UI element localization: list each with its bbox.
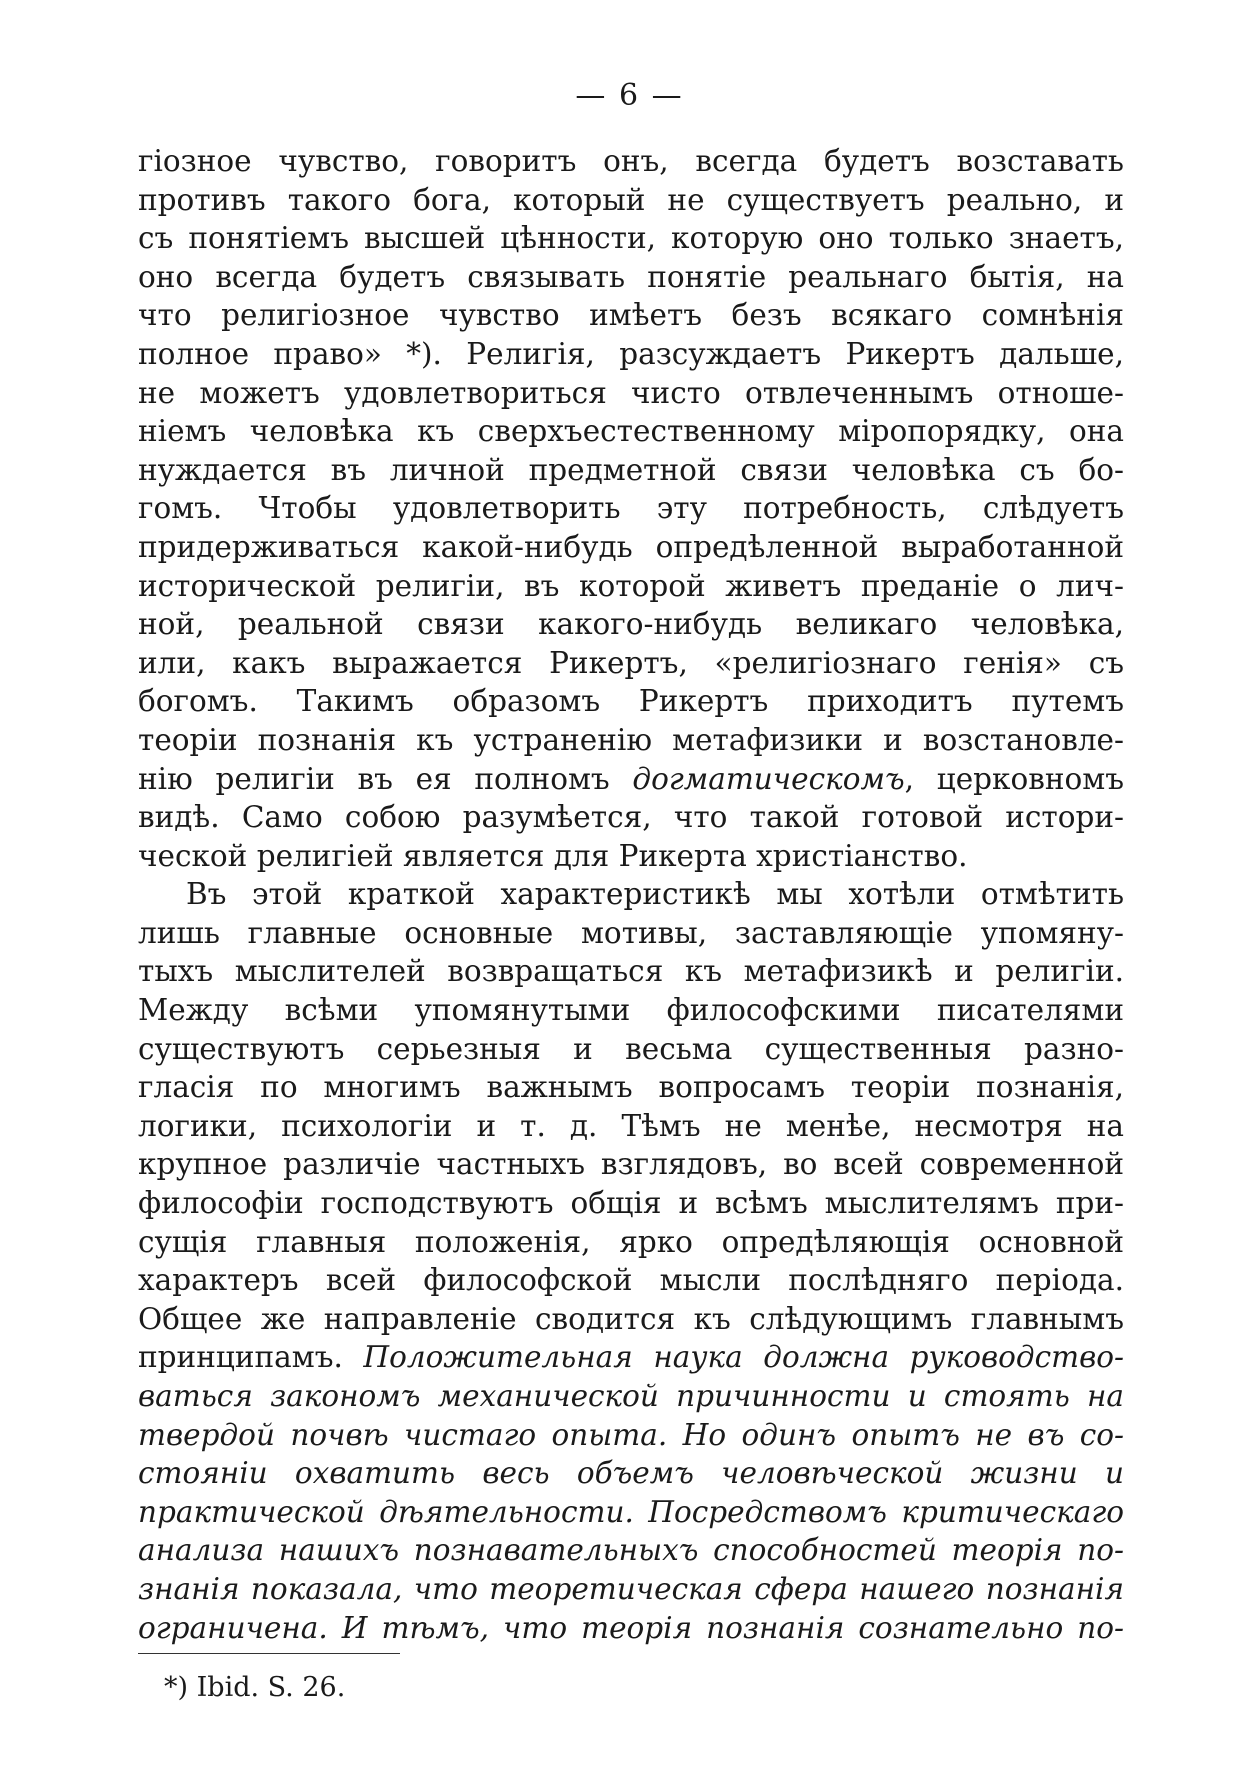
text-line: ческой религіей является для Рикерта христіанство.	[138, 838, 968, 873]
text-line: что религіозное чувство имѣетъ безъ всякаго сомнѣнія	[138, 298, 1124, 333]
text-line: гомъ. Чтобы удовлетворить эту потребность, слѣдуетъ	[138, 491, 1124, 526]
text-line: гласія по многимъ важнымъ вопросамъ теоріи познанія,	[138, 1070, 1124, 1105]
text-line: Общее же направленіе сводится къ слѣдующимъ главнымъ	[138, 1301, 1124, 1336]
text-line-mixed	[138, 1338, 1124, 1377]
italic-line: практической дѣятельности. Посредствомъ критическаго	[138, 1494, 1124, 1529]
text-line: исторической религіи, въ которой живетъ преданіе о лич-	[138, 568, 1124, 603]
text-line: оно всегда будетъ связывать понятіе реальнаго бытія, на	[138, 259, 1124, 294]
text-line: ніемъ человѣка къ сверхъестественному міропорядку, она	[138, 414, 1124, 449]
italic-line: анализа нашихъ познавательныхъ способностей теорія по-	[138, 1533, 1124, 1568]
text-line: гіозное чувство, говоритъ онъ, всегда будетъ возставать	[138, 144, 1124, 178]
text-line: полное право» *). Религія, разсуждаетъ Рикертъ дальше,	[138, 336, 1124, 371]
body-text	[138, 142, 1124, 1647]
text-line: тыхъ мыслителей возвращаться къ метафизикѣ и религіи.	[138, 954, 1124, 989]
italic-line: ограничена. И тѣмъ, что теорія познанія сознательно по-	[138, 1610, 1124, 1645]
text-line: съ понятіемъ высшей цѣнности, которую оно только знаетъ,	[138, 221, 1124, 256]
text-segment: нію религіи въ ея полномъ	[138, 761, 610, 796]
text-line: не можетъ удовлетвориться чисто отвлеченнымъ отноше-	[138, 375, 1124, 410]
italic-line: знанія показала, что теоретическая сфера нашего познанія	[138, 1571, 1124, 1606]
text-line: лишь главные основные мотивы, заставляющіе упомяну-	[138, 915, 1124, 950]
text-line: или, какъ выражается Рикертъ, «религіознаго генія» съ	[138, 645, 1124, 680]
text-line-mixed	[138, 760, 1124, 799]
text-line: логики, психологіи и т. д. Тѣмъ не менѣе, несмотря на	[138, 1108, 1124, 1143]
italic-segment: Положительная наука должна руководство-	[363, 1340, 1124, 1375]
paragraph-first-line: Въ этой краткой характеристикѣ мы хотѣли отмѣтить	[186, 877, 1124, 912]
footnote: *) Ibid. S. 26.	[164, 1672, 346, 1703]
text-line: видѣ. Само собою разумѣется, что такой готовой истори-	[138, 800, 1124, 835]
text-line: крупное различіе частныхъ взглядовъ, во всей современной	[138, 1147, 1124, 1182]
text-line: сущія главныя положенія, ярко опредѣляющія основной	[138, 1224, 1124, 1259]
text-line: характеръ всей философской мысли послѣдняго періода.	[138, 1263, 1124, 1298]
footnote-divider	[138, 1653, 400, 1654]
italic-term: догматическомъ	[632, 761, 905, 796]
italic-line: стояніи охватить весь объемъ человѣческой жизни и	[138, 1456, 1124, 1491]
text-line: нуждается въ личной предметной связи человѣка съ бо-	[138, 452, 1124, 487]
text-line: Между всѣми упомянутыми философскими писателями	[138, 993, 1124, 1028]
text-line: ной, реальной связи какого-нибудь великаго человѣка,	[138, 607, 1124, 642]
text-line: придерживаться какой-нибудь опредѣленной выработанной	[138, 529, 1124, 564]
page-number: — 6 —	[575, 78, 684, 113]
text-line: философіи господствуютъ общія и всѣмъ мыслителямъ при-	[138, 1186, 1124, 1221]
text-segment: принципамъ.	[138, 1340, 343, 1375]
text-segment: , церковномъ	[904, 761, 1124, 796]
text-line: теоріи познанія къ устраненію метафизики и возстановле-	[138, 722, 1124, 757]
text-line: богомъ. Такимъ образомъ Рикертъ приходитъ путемъ	[138, 684, 1124, 719]
italic-line: твердой почвѣ чистаго опыта. Но одинъ опытъ не въ со-	[138, 1417, 1124, 1452]
text-line: противъ такого бога, который не существуетъ реально, и	[138, 182, 1124, 217]
italic-line: ваться закономъ механической причинности и стоять на	[138, 1379, 1124, 1413]
text-line: существуютъ серьезныя и весьма существенныя разно-	[138, 1031, 1124, 1066]
